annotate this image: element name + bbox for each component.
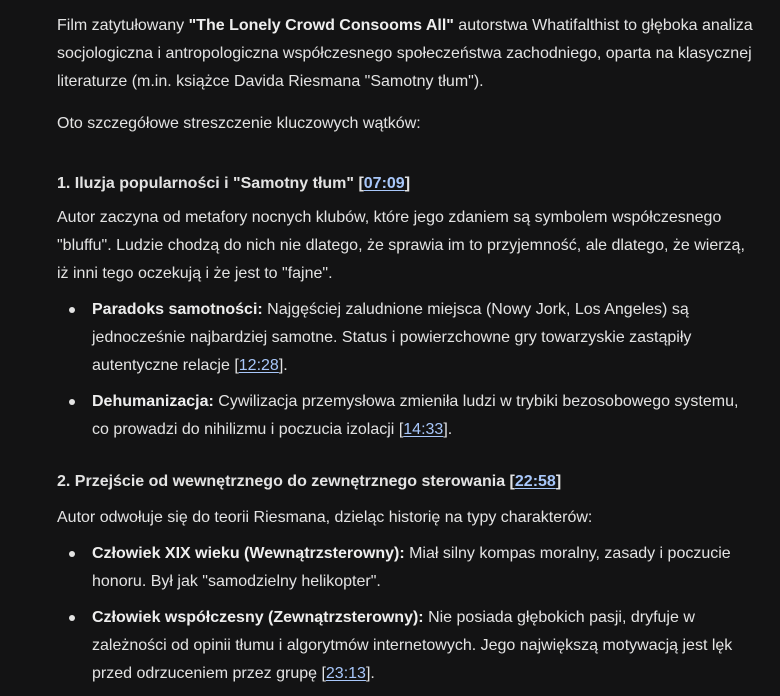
timestamp-link[interactable]: 22:58	[514, 473, 556, 490]
section-2-paragraph: Autor odwołuje się do teorii Riesmana, dzieląc historię na typy charakterów:	[57, 509, 593, 526]
bullet-icon	[69, 399, 75, 405]
intro-paragraph: Film zatytułowany "The Lonely Crowd Consooms All" autorstwa Whatifalthist to głęboka analiza socjologiczna i antropologiczna współczesnego społeczeństwa zachodniego, oparta na klasycznej literaturze (m.in. książce Davida Riesmana "Samotny tłum").	[57, 17, 753, 90]
list-item: Człowiek współczesny (Zewnątrzsterowny): Nie posiada głębokich pasji, dryfuje w zależności od opinii tłumu i algorytmów internetowych. Jego największą motywacją jest lęk przed odrzuceniem przez grupę [23:13].	[57, 604, 757, 688]
bullet-icon	[69, 551, 75, 557]
bullet-icon	[69, 615, 75, 621]
section-2-heading: 2. Przejście od wewnętrznego do zewnętrznego sterowania [22:58]	[57, 473, 562, 490]
response-content	[57, 12, 757, 696]
section-1-paragraph: Autor zaczyna od metafory nocnych klubów, które jego zdaniem są symbolem współczesnego "bluffu". Ludzie chodzą do nich nie dlatego, że sprawia im to przyjemność, ale dlatego, że wierzą, iż inni tego oczekują i że jest to "fajne".	[57, 209, 745, 282]
bullet-icon	[69, 307, 75, 313]
timestamp-link[interactable]: 12:28	[238, 357, 279, 374]
list-item: Dehumanizacja: Cywilizacja przemysłowa zmieniła ludzi w trybiki bezosobowego systemu, co prowadzi do nihilizmu i poczucia izolacji [14:33].	[57, 388, 757, 444]
section-1-list	[57, 296, 757, 444]
list-item: Człowiek XIX wieku (Wewnątrzsterowny): Miał silny kompas moralny, zasady i poczucie honoru. Był jak "samodzielny helikopter".	[57, 540, 757, 596]
timestamp-link[interactable]: 07:09	[363, 175, 405, 192]
timestamp-link[interactable]: 14:33	[403, 421, 444, 438]
section-2-list	[57, 540, 757, 688]
timestamp-link[interactable]: 23:13	[325, 665, 366, 682]
film-title: "The Lonely Crowd Consooms All"	[188, 17, 454, 34]
list-item: Paradoks samotności: Najgęściej zaludnione miejsca (Nowy Jork, Los Angeles) są jednocześnie najbardziej samotne. Status i powierzchowne gry towarzyskie zastąpiły autentyczne relacje [12:28].	[57, 296, 757, 380]
section-1-heading: 1. Iluzja popularności i "Samotny tłum" [07:09]	[57, 175, 411, 192]
lead-paragraph: Oto szczegółowe streszczenie kluczowych wątków:	[57, 115, 421, 132]
